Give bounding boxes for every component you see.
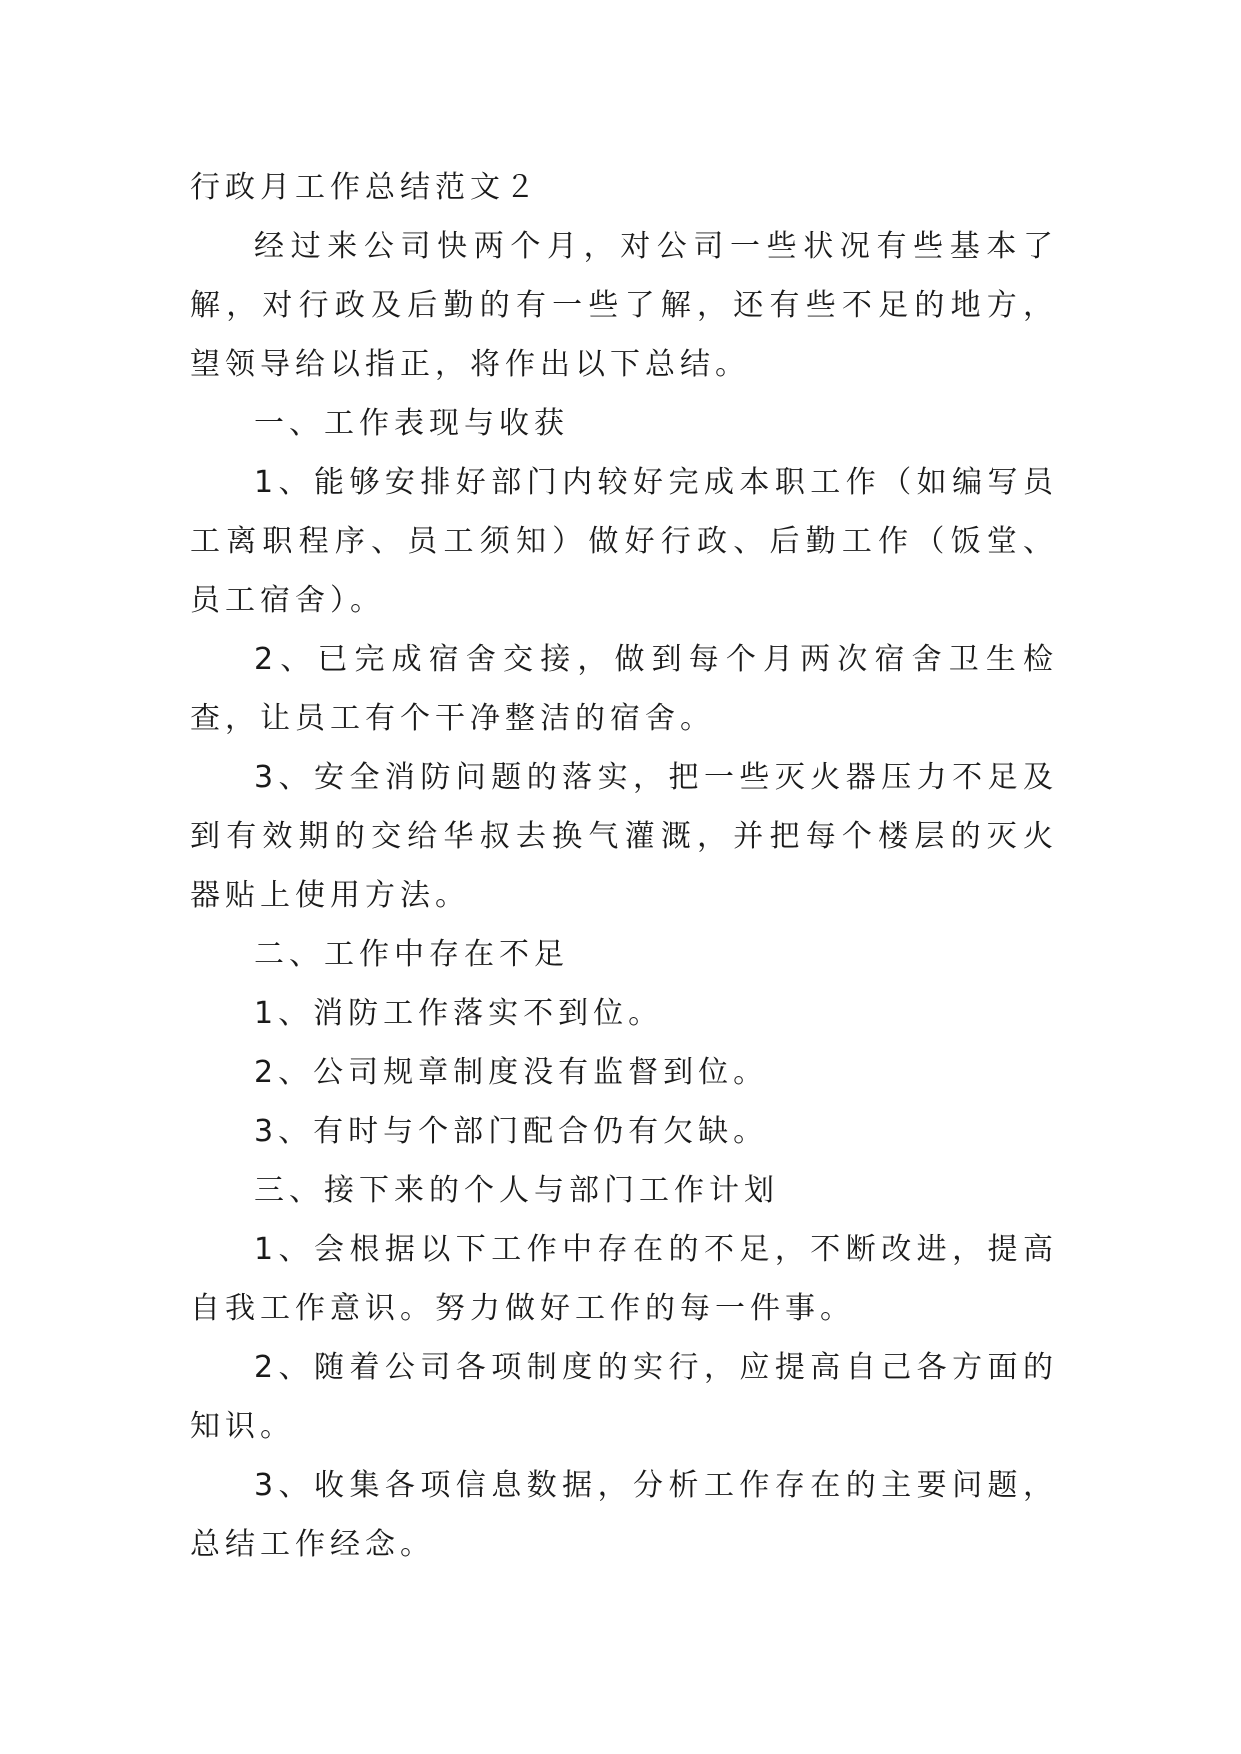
section-heading-2: 二、工作中存在不足 [254,937,569,972]
list-item: 1、消防工作落实不到位。 [254,996,664,1031]
list-item: 2、随着公司各项制度的实行，应提高自己各方面的知识。 [190,1350,1058,1444]
list-item: 1、会根据以下工作中存在的不足，不断改进，提高自我工作意识。努力做好工作的每一件事。 [190,1232,1058,1326]
list-item: 3、安全消防问题的落实，把一些灭火器压力不足及到有效期的交给华叔去换气灌溉，并把每个楼层的灭火器贴上使用方法。 [190,760,1058,913]
list-item: 2、公司规章制度没有监督到位。 [254,1055,769,1090]
list-item: 3、有时与个部门配合仍有欠缺。 [254,1114,769,1149]
document-title: 行政月工作总结范文２ [190,170,540,205]
section-heading-1: 一、工作表现与收获 [254,406,569,441]
list-item: 1、能够安排好部门内较好完成本职工作（如编写员工离职程序、员工须知）做好行政、后勤工作（饭堂、员工宿舍）。 [190,465,1058,618]
section-heading-3: 三、接下来的个人与部门工作计划 [254,1173,779,1208]
list-item: 3、收集各项信息数据，分析工作存在的主要问题，总结工作经念。 [190,1468,1058,1562]
list-item: 2、已完成宿舍交接，做到每个月两次宿舍卫生检查，让员工有个干净整洁的宿舍。 [190,642,1058,736]
document-body [190,158,1058,1574]
intro-paragraph: 经过来公司快两个月，对公司一些状况有些基本了解，对行政及后勤的有一些了解，还有些不足的地方，望领导给以指正，将作出以下总结。 [190,229,1058,382]
